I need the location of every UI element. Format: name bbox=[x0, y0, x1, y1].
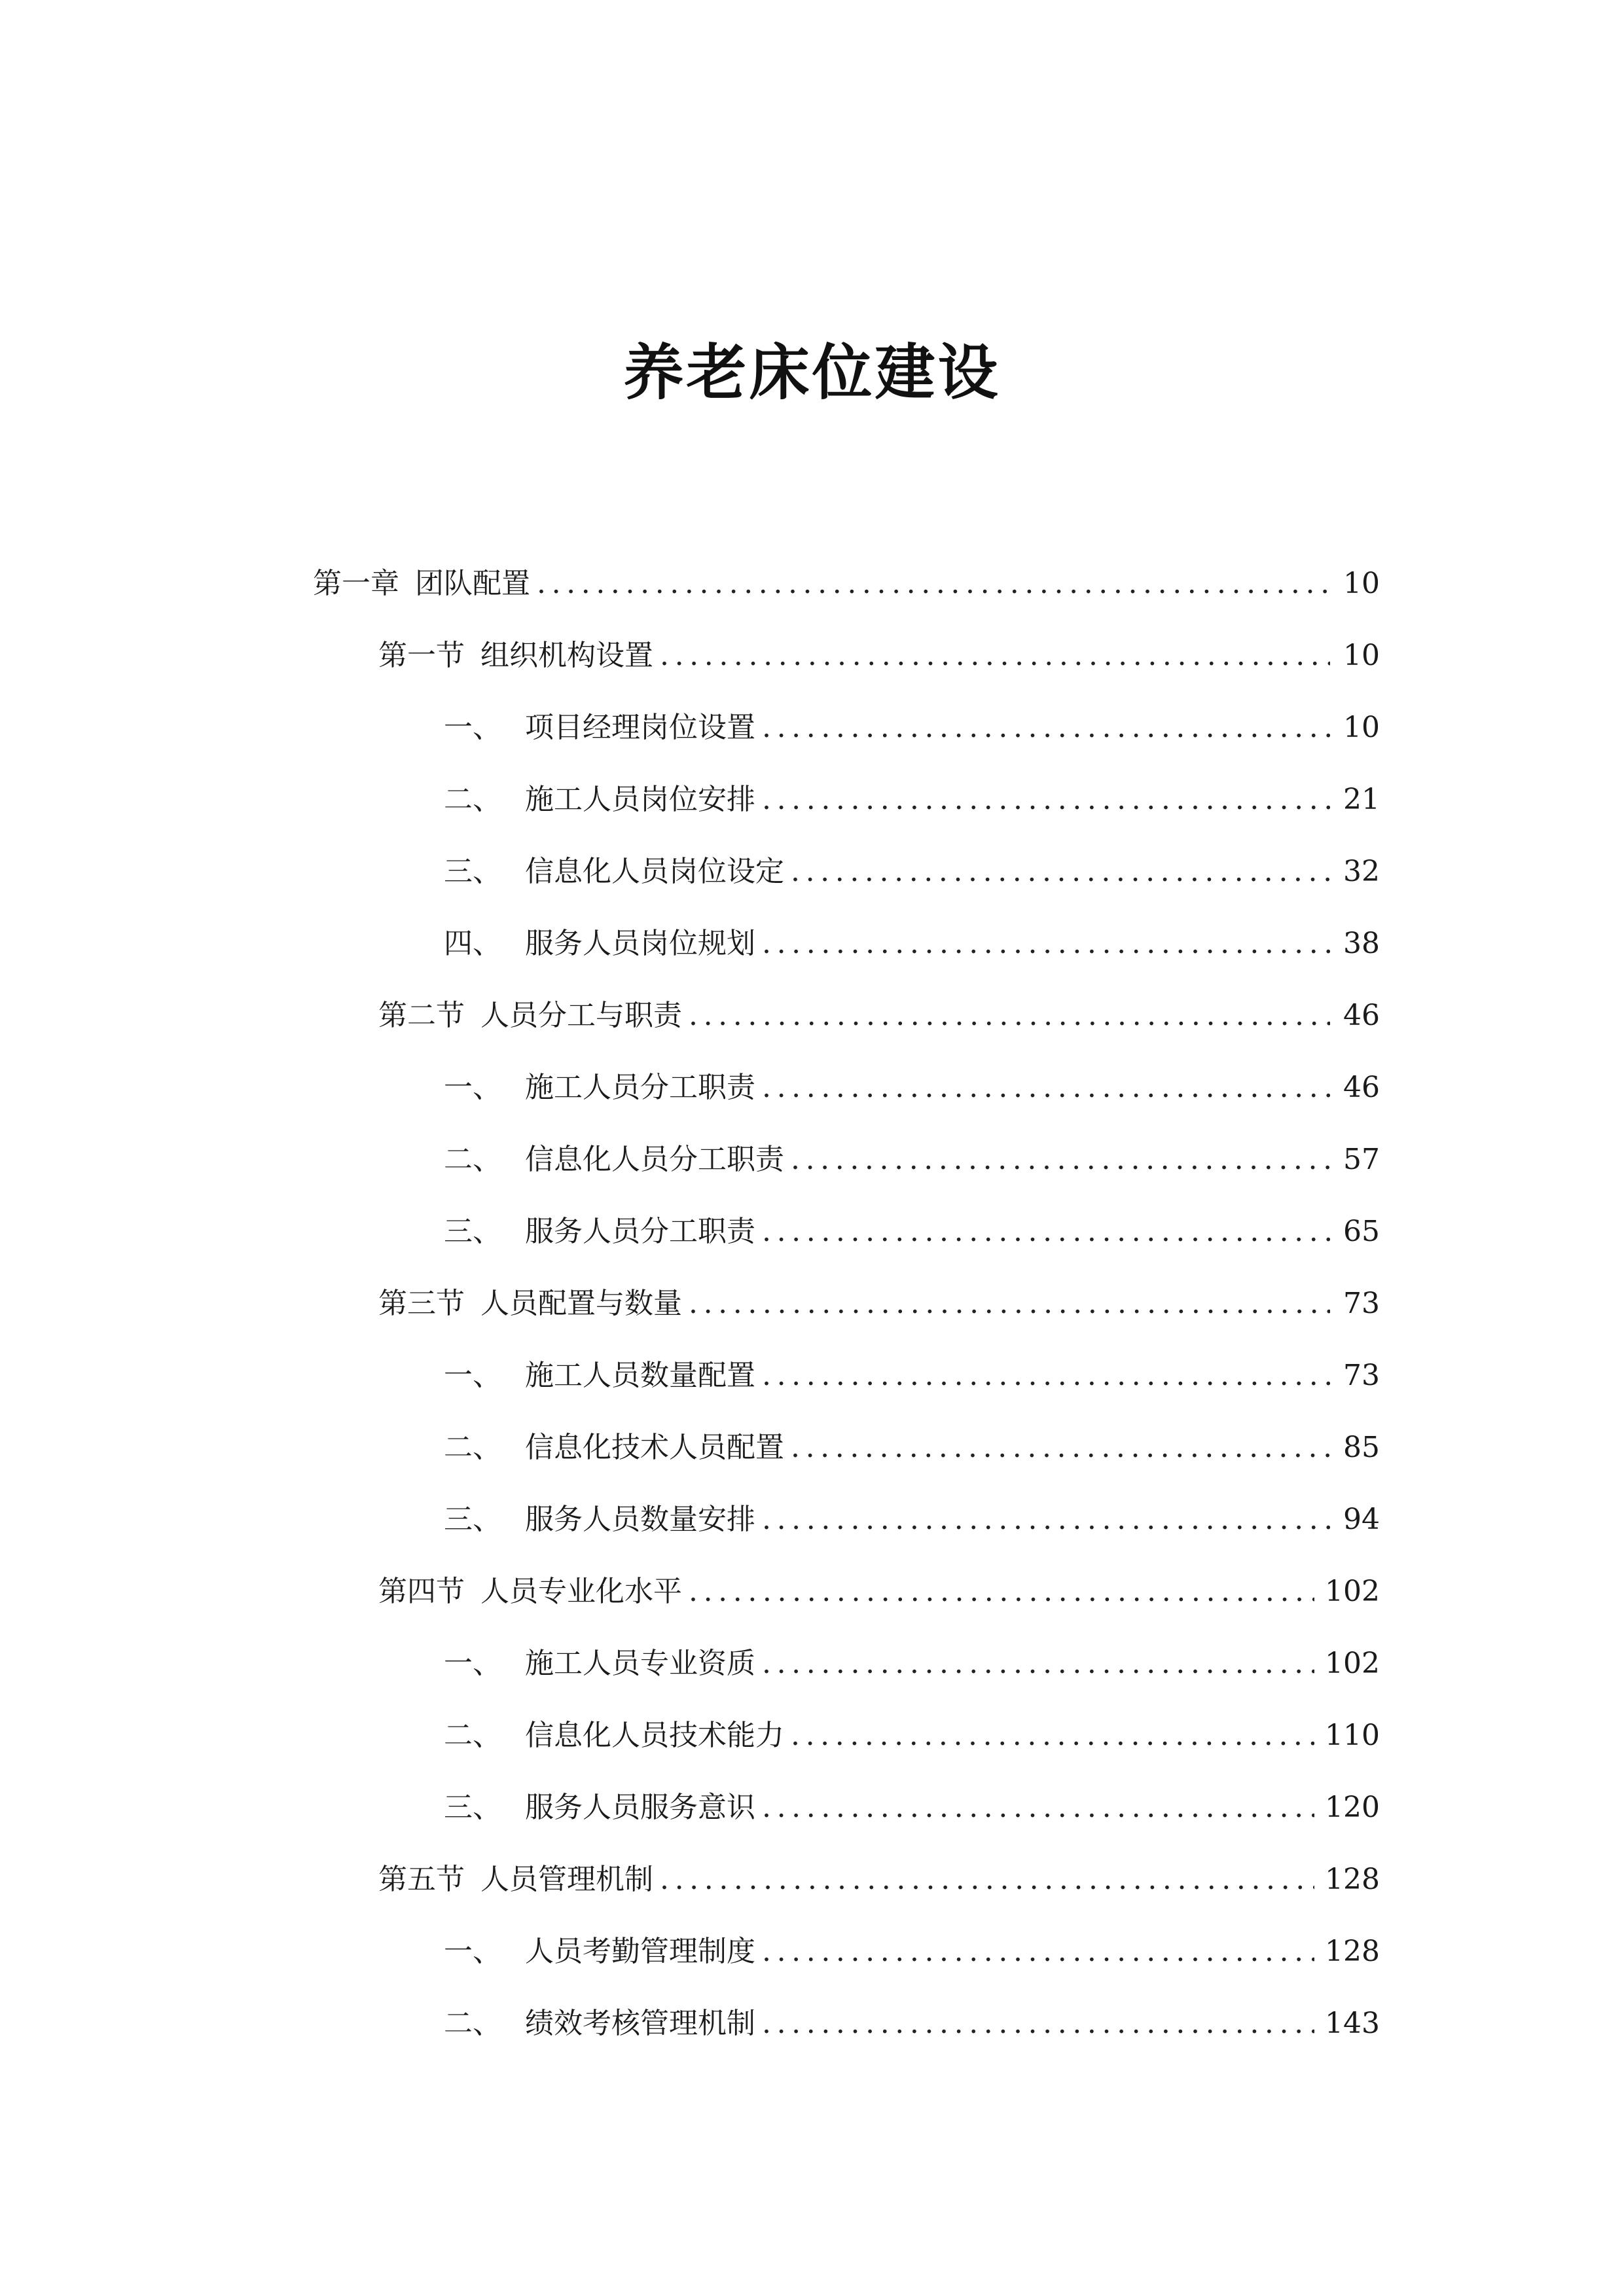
toc-title: 组织机构设置 bbox=[480, 639, 653, 672]
toc-entry[interactable] bbox=[444, 774, 1380, 826]
toc-entry[interactable] bbox=[444, 918, 1380, 970]
toc-dot-leader bbox=[537, 558, 1330, 610]
toc-title: 信息化人员分工职责 bbox=[525, 1143, 784, 1176]
toc-entry[interactable] bbox=[444, 1350, 1380, 1402]
toc-number: 第五节 bbox=[378, 1863, 465, 1896]
toc-title: 施工人员数量配置 bbox=[525, 1359, 755, 1392]
toc-number: 一、 bbox=[444, 1359, 501, 1392]
toc-title: 人员分工与职责 bbox=[480, 999, 682, 1032]
toc-entry[interactable] bbox=[444, 1782, 1380, 1834]
toc-page-number: 120 bbox=[1325, 1791, 1380, 1824]
toc-dot-leader bbox=[689, 1278, 1330, 1330]
toc-number: 三、 bbox=[444, 1791, 501, 1824]
toc-title: 信息化人员岗位设定 bbox=[525, 855, 784, 888]
toc-entry[interactable] bbox=[444, 1062, 1380, 1114]
toc-number: 三、 bbox=[444, 1215, 501, 1248]
toc-dot-leader bbox=[762, 1638, 1314, 1690]
toc-dot-leader bbox=[791, 1710, 1314, 1762]
toc-entry[interactable] bbox=[444, 1134, 1380, 1186]
toc-entry[interactable] bbox=[378, 1566, 1380, 1618]
toc-entry[interactable] bbox=[313, 558, 1380, 610]
toc-page-number: 94 bbox=[1343, 1503, 1380, 1536]
toc-entry[interactable] bbox=[444, 702, 1380, 754]
toc-entry[interactable] bbox=[444, 1422, 1380, 1474]
toc-dot-leader bbox=[762, 1926, 1314, 1978]
toc-number: 二、 bbox=[444, 1143, 501, 1176]
toc-number: 三、 bbox=[444, 1503, 501, 1536]
toc-dot-leader bbox=[791, 1422, 1330, 1474]
toc-title: 人员专业化水平 bbox=[480, 1575, 682, 1608]
document-title: 养老床位建设 bbox=[623, 338, 1001, 408]
toc-entry[interactable] bbox=[444, 1710, 1380, 1762]
toc-dot-leader bbox=[762, 702, 1330, 754]
toc-title: 人员管理机制 bbox=[480, 1863, 653, 1896]
toc-page-number: 128 bbox=[1325, 1863, 1380, 1896]
toc-page-number: 10 bbox=[1343, 567, 1380, 600]
toc-dot-leader bbox=[689, 990, 1330, 1042]
toc-page-number: 46 bbox=[1343, 1071, 1380, 1104]
toc-page-number: 57 bbox=[1343, 1143, 1380, 1176]
toc-page-number: 128 bbox=[1325, 1935, 1380, 1968]
toc-title: 人员考勤管理制度 bbox=[525, 1935, 755, 1968]
toc-entry[interactable] bbox=[378, 990, 1380, 1042]
toc-dot-leader bbox=[762, 774, 1330, 826]
toc-dot-leader bbox=[762, 1206, 1330, 1258]
toc-title: 施工人员专业资质 bbox=[525, 1647, 755, 1680]
toc-title: 施工人员分工职责 bbox=[525, 1071, 755, 1104]
toc-dot-leader bbox=[791, 846, 1330, 898]
toc-dot-leader bbox=[762, 1062, 1330, 1114]
toc-number: 二、 bbox=[444, 2007, 501, 2040]
toc-dot-leader bbox=[689, 1566, 1314, 1618]
toc-page-number: 65 bbox=[1343, 1215, 1380, 1248]
toc-entry[interactable] bbox=[378, 1854, 1380, 1906]
toc-entry[interactable] bbox=[444, 846, 1380, 898]
toc-entry[interactable] bbox=[378, 630, 1380, 682]
toc-number: 第四节 bbox=[378, 1575, 465, 1608]
toc-title: 绩效考核管理机制 bbox=[525, 2007, 755, 2040]
toc-title: 信息化技术人员配置 bbox=[525, 1431, 784, 1464]
toc-title: 服务人员分工职责 bbox=[525, 1215, 755, 1248]
toc-title: 信息化人员技术能力 bbox=[525, 1719, 784, 1752]
toc-page-number: 32 bbox=[1343, 855, 1380, 888]
toc-number: 四、 bbox=[444, 927, 501, 960]
toc-page-number: 143 bbox=[1325, 2007, 1380, 2040]
toc-page-number: 21 bbox=[1343, 783, 1380, 816]
toc-entry[interactable] bbox=[444, 1638, 1380, 1690]
toc-title: 服务人员服务意识 bbox=[525, 1791, 755, 1824]
toc-number: 一、 bbox=[444, 1935, 501, 1968]
toc-page-number: 110 bbox=[1325, 1719, 1380, 1752]
toc-number: 第二节 bbox=[378, 999, 465, 1032]
toc-number: 二、 bbox=[444, 1431, 501, 1464]
toc-dot-leader bbox=[762, 1782, 1314, 1834]
toc-entry[interactable] bbox=[378, 1278, 1380, 1330]
toc-title: 团队配置 bbox=[415, 567, 530, 600]
toc-page-number: 10 bbox=[1343, 639, 1380, 672]
toc-page-number: 73 bbox=[1343, 1359, 1380, 1392]
toc-number: 三、 bbox=[444, 855, 501, 888]
toc-number: 第三节 bbox=[378, 1287, 465, 1320]
toc-page-number: 73 bbox=[1343, 1287, 1380, 1320]
toc-dot-leader bbox=[660, 630, 1330, 682]
toc-page-number: 10 bbox=[1343, 711, 1380, 744]
toc-dot-leader bbox=[762, 1350, 1330, 1402]
toc-dot-leader bbox=[660, 1854, 1314, 1906]
toc-page-number: 46 bbox=[1343, 999, 1380, 1032]
toc-number: 一、 bbox=[444, 1647, 501, 1680]
toc-entry[interactable] bbox=[444, 1998, 1380, 2050]
toc-entry[interactable] bbox=[444, 1926, 1380, 1978]
toc-dot-leader bbox=[762, 918, 1330, 970]
toc-title: 施工人员岗位安排 bbox=[525, 783, 755, 816]
toc-page-number: 38 bbox=[1343, 927, 1380, 960]
toc-page-number: 102 bbox=[1325, 1575, 1380, 1608]
toc-entry[interactable] bbox=[444, 1206, 1380, 1258]
toc-title: 服务人员岗位规划 bbox=[525, 927, 755, 960]
toc-title: 人员配置与数量 bbox=[480, 1287, 682, 1320]
toc-dot-leader bbox=[791, 1134, 1330, 1186]
toc-number: 第一章 bbox=[313, 567, 399, 600]
toc-number: 二、 bbox=[444, 1719, 501, 1752]
toc-entry[interactable] bbox=[444, 1494, 1380, 1546]
toc-number: 二、 bbox=[444, 783, 501, 816]
toc-number: 一、 bbox=[444, 711, 501, 744]
toc-page-number: 102 bbox=[1325, 1647, 1380, 1680]
toc-page-number: 85 bbox=[1343, 1431, 1380, 1464]
toc-number: 第一节 bbox=[378, 639, 465, 672]
toc-title: 服务人员数量安排 bbox=[525, 1503, 755, 1536]
toc-number: 一、 bbox=[444, 1071, 501, 1104]
toc-title: 项目经理岗位设置 bbox=[525, 711, 755, 744]
toc-dot-leader bbox=[762, 1998, 1314, 2050]
toc-dot-leader bbox=[762, 1494, 1330, 1546]
